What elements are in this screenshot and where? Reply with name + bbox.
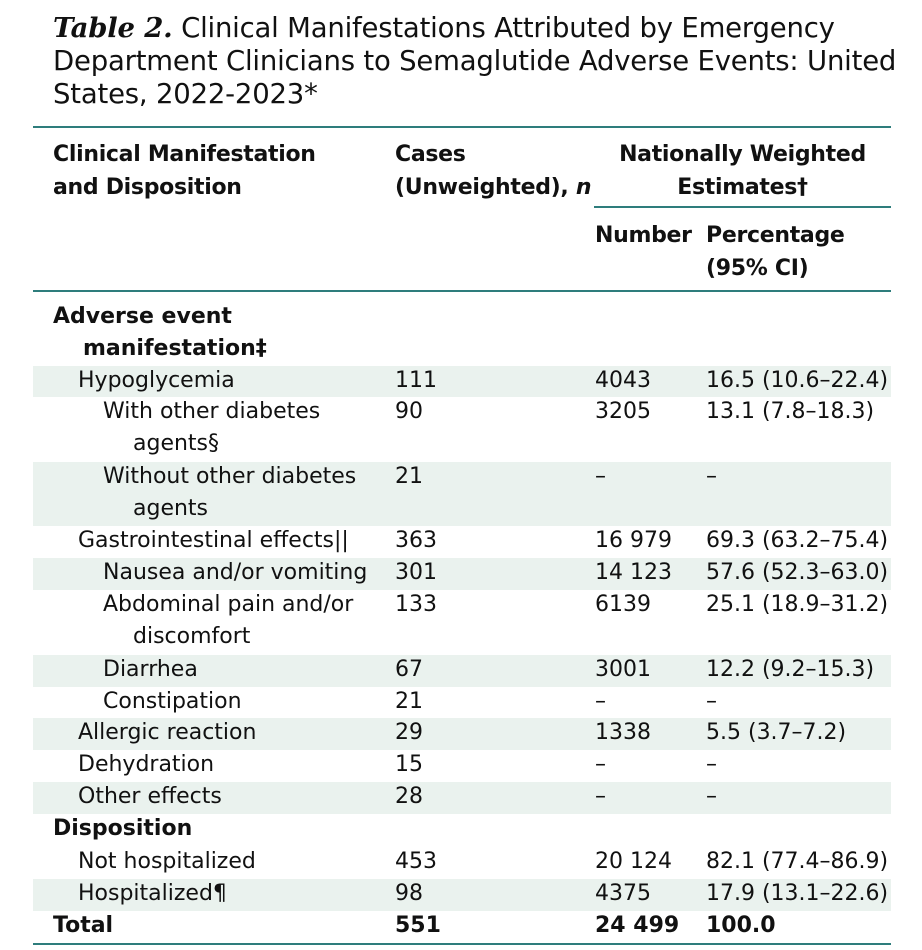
table-label: Table 2. [53,12,173,44]
number-cell: 24 499 [595,913,680,938]
row-label-line: Other effects [78,784,222,809]
header-rule [33,290,891,292]
header-percentage-line2: (95% CI) [706,256,809,281]
number-cell: 20 124 [595,849,672,874]
number-cell: – [595,689,606,714]
table-row [33,847,891,879]
row-label-line: Nausea and/or vomiting [103,560,368,585]
row-label [78,365,235,397]
percentage-cell: – [706,689,717,714]
row-label-line: Gastrointestinal effects|| [78,528,349,553]
row-label [103,461,356,525]
bottom-rule [33,943,891,945]
cases-cell: 15 [395,752,423,777]
table-row [33,462,891,526]
row-label-line: Hypoglycemia [78,368,235,393]
table-row [33,879,891,911]
table-row [33,911,891,943]
percentage-cell: 17.9 (13.1–22.6) [706,881,889,906]
header-col-percentage [706,219,845,285]
row-label-line: Dehydration [78,752,215,777]
group-rule [594,206,891,208]
number-cell: 4043 [595,368,651,393]
row-label-line: manifestation‡ [83,336,267,361]
header-number-label: Number [595,223,692,248]
row-label-line: Abdominal pain and/or [103,592,354,617]
row-label-line: Without other diabetes [103,464,357,489]
row-label [78,878,227,910]
table-row [33,302,891,366]
row-label-line: Adverse event [53,304,232,329]
number-cell: 16 979 [595,528,672,553]
cases-cell: 453 [395,849,437,874]
row-label [78,717,256,749]
header-col1-line1: Clinical Manifestation [53,142,316,167]
cases-cell: 363 [395,528,437,553]
number-cell: 3001 [595,657,651,682]
table-row [33,750,891,782]
header-col2-line2 [395,171,591,204]
row-label [78,525,349,557]
cases-cell: 551 [395,913,441,938]
row-label-line: discomfort [133,624,251,649]
table-row [33,397,891,462]
row-label-line: Diarrhea [103,657,198,682]
percentage-cell: – [706,752,717,777]
row-label [103,654,198,686]
row-label [103,686,242,718]
table-title [53,12,903,111]
table-row [33,814,891,847]
header-col2-line1: Cases [395,142,466,167]
number-cell: – [595,784,606,809]
cases-cell: 21 [395,464,423,489]
table-caption: Clinical Manifestations Attributed by Emergency Department Clinicians to Semaglutide Adverse Events: United States, 2022-2023* [53,12,897,110]
table-row [33,782,891,814]
number-cell: 14 123 [595,560,672,585]
row-label-line: agents§ [133,431,220,456]
percentage-cell: 5.5 (3.7–7.2) [706,720,847,745]
row-label [53,910,113,942]
row-label-line: Not hospitalized [78,849,256,874]
number-cell: – [595,752,606,777]
header-group-line1: Nationally Weighted [619,142,866,167]
header-col2-unweighted: (Unweighted), [395,175,569,200]
percentage-cell: 57.6 (52.3–63.0) [706,560,889,585]
row-label-line: With other diabetes [103,399,321,424]
row-label [78,846,256,878]
cases-cell: 21 [395,689,423,714]
header-col-manifestation [53,138,316,204]
header-group-weighted [594,138,891,204]
cases-cell: 133 [395,592,437,617]
percentage-cell: 12.2 (9.2–15.3) [706,657,875,682]
row-label [53,301,267,365]
cases-cell: 301 [395,560,437,585]
cases-cell: 98 [395,881,423,906]
header-group-line2: Estimates† [677,175,808,200]
number-cell: 3205 [595,399,651,424]
percentage-cell: 82.1 (77.4–86.9) [706,849,889,874]
percentage-cell: – [706,464,717,489]
row-label [103,396,320,460]
cases-cell: 90 [395,399,423,424]
table-row [33,366,891,397]
cases-cell: 28 [395,784,423,809]
header-col-number [595,219,692,252]
percentage-cell: 25.1 (18.9–31.2) [706,592,889,617]
table-row [33,526,891,558]
number-cell: 4375 [595,881,651,906]
row-label-line: Total [53,913,114,938]
table-row [33,687,891,718]
row-label [53,813,192,845]
row-label-line: Disposition [53,816,193,841]
table-row [33,590,891,655]
row-label-line: Hospitalized¶ [78,881,227,906]
row-label-line: Allergic reaction [78,720,257,745]
percentage-cell: 16.5 (10.6–22.4) [706,368,889,393]
header-col-cases [395,138,591,204]
table-row [33,655,891,687]
table-row [33,718,891,750]
table-row [33,558,891,590]
number-cell: 1338 [595,720,651,745]
row-label-line: agents [133,496,209,521]
row-label [78,781,222,813]
row-label [78,749,214,781]
row-label [103,557,367,589]
header-percentage-line1: Percentage [706,223,845,248]
percentage-cell: 100.0 [706,913,776,938]
header-col2-n: n [575,175,592,200]
number-cell: – [595,464,606,489]
percentage-cell: 13.1 (7.8–18.3) [706,399,875,424]
cases-cell: 67 [395,657,423,682]
percentage-cell: – [706,784,717,809]
percentage-cell: 69.3 (63.2–75.4) [706,528,889,553]
header-col1-line2: and Disposition [53,175,242,200]
row-label [103,589,353,653]
top-rule [33,126,891,128]
cases-cell: 111 [395,368,437,393]
cases-cell: 29 [395,720,423,745]
row-label-line: Constipation [103,689,242,714]
number-cell: 6139 [595,592,651,617]
